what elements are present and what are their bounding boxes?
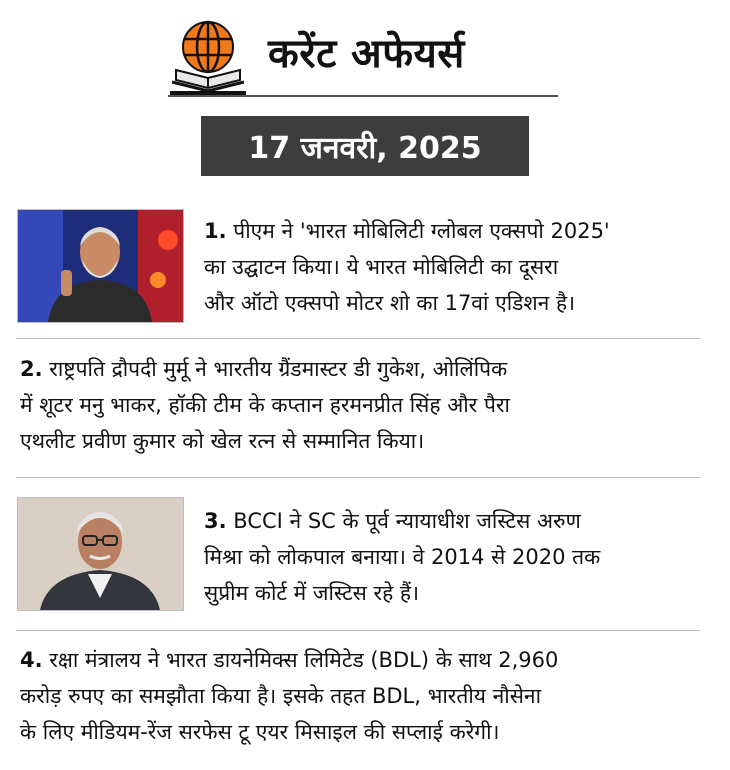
- item-4-line-2: करोड़ रुपए का समझौता किया है। इसके तहत BDL, भारतीय नौसेना: [20, 684, 542, 708]
- item-1-text-1: पीएम ने 'भारत मोबिलिटी ग्लोबल एक्सपो 2025': [233, 219, 610, 243]
- item-3-line-1: [204, 503, 600, 539]
- divider-1: [16, 338, 700, 339]
- item-2-number: 2.: [20, 357, 43, 381]
- news-item-1: [204, 213, 610, 321]
- item-1-line-2: का उद्घाटन किया। ये भारत मोबिलिटी का दूसरा: [204, 255, 559, 279]
- globe-on-book-icon: [168, 18, 248, 96]
- item-4-text-1: रक्षा मंत्रालय ने भारत डायनेमिक्स लिमिटेड (BDL) के साथ 2,960: [49, 648, 559, 672]
- item-4-line-1: [20, 642, 558, 678]
- divider-2: [16, 477, 700, 478]
- divider-3: [16, 630, 700, 631]
- item-2-line-3: एथलीट प्रवीण कुमार को खेल रत्न से सम्मानित किया।: [20, 429, 425, 453]
- item-1-line-1: [204, 213, 610, 249]
- item-2-line-1: [20, 351, 510, 387]
- news-item-2: [20, 351, 510, 459]
- item-3-number: 3.: [204, 509, 227, 533]
- arun-mishra-photo: [17, 497, 184, 611]
- item-3-line-3: सुप्रीम कोर्ट में जस्टिस रहे हैं।: [204, 581, 420, 605]
- item-3-line-2: मिश्रा को लोकपाल बनाया। वे 2014 से 2020 तक: [204, 545, 601, 569]
- item-1-number: 1.: [204, 219, 227, 243]
- page-title: करेंट अफेयर्स: [268, 31, 465, 77]
- news-item-3: [204, 503, 600, 611]
- news-item-4: [20, 642, 558, 750]
- date-banner: 17 जनवरी, 2025: [201, 116, 529, 176]
- item-1-line-3: और ऑटो एक्सपो मोटर शो का 17वां एडिशन है।: [204, 291, 576, 315]
- title-divider: [168, 95, 558, 97]
- item-2-line-2: में शूटर मनु भाकर, हॉकी टीम के कप्तान हरमनप्रीत सिंह और पैरा: [20, 393, 510, 417]
- item-4-number: 4.: [20, 648, 43, 672]
- item-3-text-1: BCCI ने SC के पूर्व न्यायाधीश जस्टिस अरुण: [233, 509, 581, 533]
- item-2-text-1: राष्ट्रपति द्रौपदी मुर्मू ने भारतीय ग्रैंडमास्टर डी गुकेश, ओलिंपिक: [49, 357, 508, 381]
- modi-photo: [17, 209, 184, 323]
- item-4-line-3: के लिए मीडियम-रेंज सरफेस टू एयर मिसाइल की सप्लाई करेगी।: [20, 720, 500, 744]
- header: [168, 18, 560, 98]
